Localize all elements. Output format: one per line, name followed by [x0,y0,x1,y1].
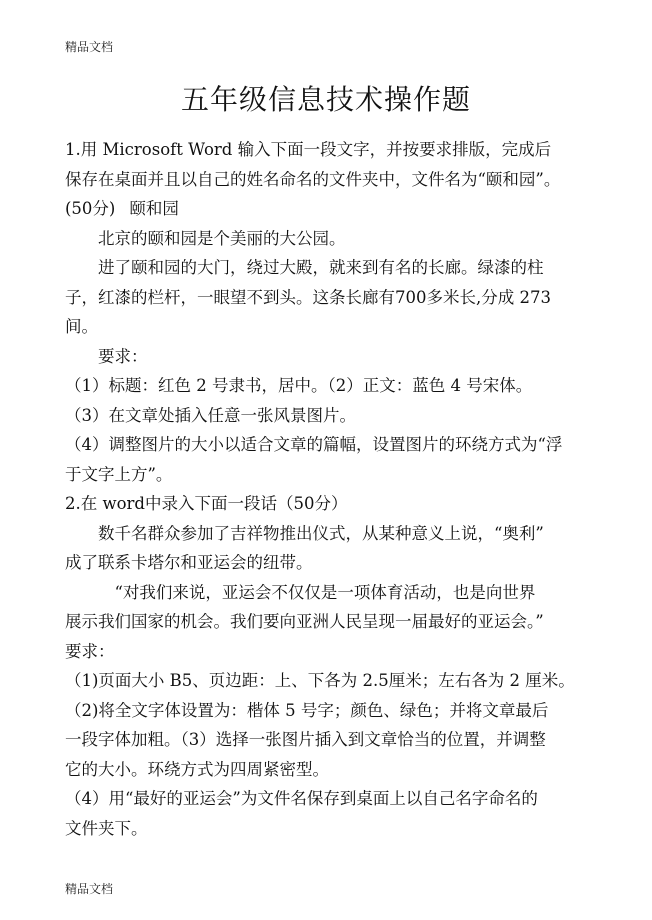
question-2-para-1-line-2: 成了联系卡塔尔和亚运会的纽带。 [65,553,313,572]
question-2-req-label: 要求： [65,641,115,661]
question-1-para-2-line-3: 间。 [65,317,98,336]
question-1-para-2-line-1: 进了颐和园的大门，绕过大殿，就来到有名的长廊。绿漆的柱 [98,258,544,277]
question-1-req-4-line-1: （4）调整图片的大小以适合文章的篇幅，设置图片的环绕方式为“浮 [65,435,563,454]
question-2-req-2-line-3: 它的大小。环绕方式为四周紧密型。 [65,759,329,779]
question-1-line-1: 1.用 Microsoft Word 输入下面一段文字，并按要求排版，完成后 [65,140,552,159]
question-1-req-4-line-2: 于文字上方”。 [65,464,173,484]
page-header: 精品文档 [65,40,114,54]
document-body [65,135,595,843]
question-2-req-4-line-1: （4）用“最好的亚运会”为文件名保存到桌面上以自己名字命名的 [65,789,538,808]
question-1-para-2-line-2: 子，红漆的栏杆，一眼望不到头。这条长廊有700多米长,分成 273 [65,287,551,307]
page-title: 五年级信息技术操作题 [180,83,471,116]
question-2-req-4-line-2: 文件夹下。 [65,818,148,838]
question-1-req-label: 要求： [98,346,148,366]
question-1-score: (50分) [65,199,116,218]
question-2-req-1: （1)页面大小 B5、页边距：上、下各为 2.5厘米；左右各为 2 厘米。 [65,671,575,690]
question-2-req-2-line-2: 一段字体加粗。（3）选择一张图片插入到文章恰当的位置，并调整 [65,730,546,749]
question-2-line-1: 2.在 word中录入下面一段话（50分） [65,494,348,513]
question-1-req-1: （1）标题：红色 2 号隶书，居中。（2）正文：蓝色 4 号宋体。 [65,376,533,395]
question-1-line-2: 保存在桌面并且以自己的姓名命名的文件夹中，文件名为“颐和园”。 [65,169,561,189]
question-1-doc-title: 颐和园 [129,199,179,218]
question-2-para-2-line-2: 展示我们国家的机会。我们要向亚洲人民呈现一届最好的亚运会。” [65,612,544,631]
question-1-score-line [65,194,595,224]
question-2-para-2-line-1: “对我们来说，亚运会不仅仅是一项体育活动，也是向世界 [114,582,536,602]
question-1-req-3: （3）在文章处插入任意一张风景图片。 [65,405,356,425]
question-1-para-1: 北京的颐和园是个美丽的大公园。 [98,228,346,248]
question-2-req-2-line-1: （2)将全文字体设置为：楷体 5 号字；颜色、绿色；并将文章最后 [65,700,549,720]
page-footer: 精品文档 [65,882,114,896]
question-2-para-1-line-1: 数千名群众参加了吉祥物推出仪式，从某种意义上说，“奥利” [98,523,544,543]
